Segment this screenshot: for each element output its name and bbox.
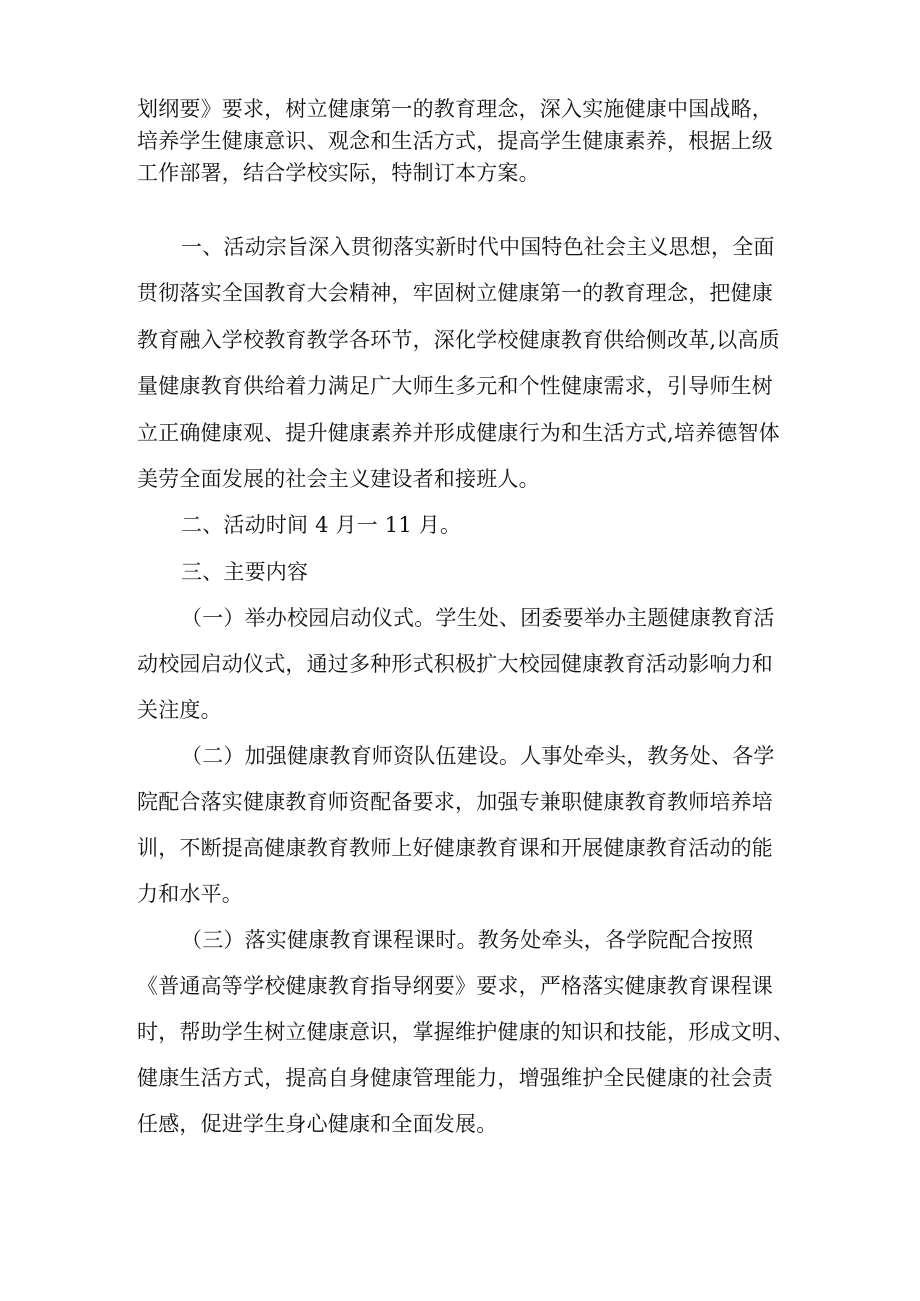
- section1-line-2: 贯彻落实全国教育大会精神，牢固树立健康第一的教育理念，把健康: [137, 281, 773, 305]
- item1-line-3: 关注度。: [137, 698, 222, 722]
- intro-line-3: 工作部署，结合学校实际，特制订本方案。: [137, 161, 540, 185]
- item2-line-1: （二）加强健康教育师资队伍建设。人事处牵头，教务处、各学: [181, 744, 775, 768]
- item3-line-1: （三）落实健康教育课程课时。教务处牵头，各学院配合按照: [181, 928, 754, 952]
- item2-line-2: 院配合落实健康教育师资配备要求，加强专兼职健康教育教师培养培: [137, 790, 773, 814]
- intro-line-2: 培养学生健康意识、观念和生活方式，提高学生健康素养，根据上级: [137, 129, 773, 153]
- section3-heading: 三、主要内容: [181, 560, 309, 584]
- item3-line-4: 健康生活方式，提高自身健康管理能力，增强维护全民健康的社会责: [137, 1066, 773, 1090]
- section1-line-3: 教育融入学校教育教学各环节，深化学校健康教育供给侧改革,以高质: [137, 328, 780, 352]
- item3-line-3: 时，帮助学生树立健康意识，掌握维护健康的知识和技能，形成文明、: [137, 1020, 795, 1044]
- item2-line-3: 训，不断提高健康教育教师上好健康教育课和开展健康教育活动的能: [137, 836, 773, 860]
- item3-line-5: 任感，促进学生身心健康和全面发展。: [137, 1112, 498, 1136]
- section1-line-6: 美劳全面发展的社会主义建设者和接班人。: [137, 467, 540, 491]
- section1-line-1: 一、活动宗旨深入贯彻落实新时代中国特色社会主义思想，全面: [181, 235, 775, 259]
- intro-line-1: 划纲要》要求，树立健康第一的教育理念，深入实施健康中国战略，: [137, 97, 773, 121]
- item2-line-4: 力和水平。: [137, 882, 243, 906]
- section2-line: 二、活动时间 4 月一 11 月。: [181, 513, 462, 537]
- section1-line-5: 立正确健康观、提升健康素养并形成健康行为和生活方式,培养德智体: [137, 421, 780, 445]
- item3-line-2: 《普通高等学校健康教育指导纲要》要求，严格落实健康教育课程课: [137, 974, 773, 998]
- section1-line-4: 量健康教育供给着力满足广大师生多元和个性健康需求，引导师生树: [137, 374, 773, 398]
- item1-line-2: 动校园启动仪式，通过多种形式积极扩大校园健康教育活动影响力和: [137, 652, 773, 676]
- item1-line-1: （一）举办校园启动仪式。学生处、团委要举办主题健康教育活: [181, 606, 775, 630]
